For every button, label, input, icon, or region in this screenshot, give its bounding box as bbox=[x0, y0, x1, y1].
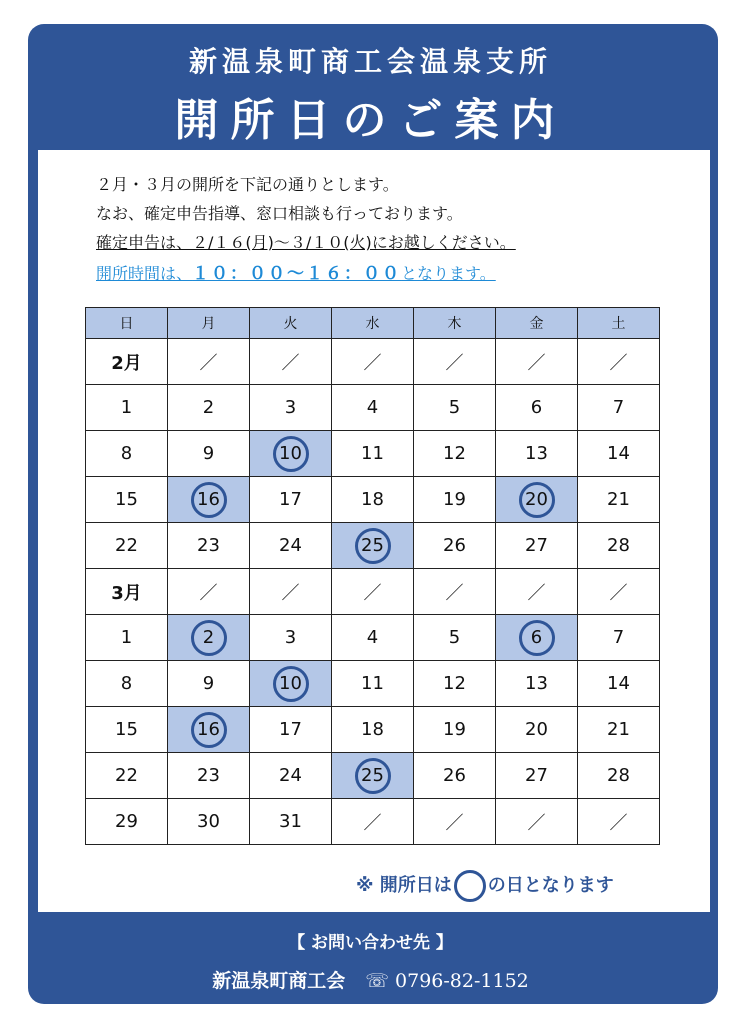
empty-day-cell: ／ bbox=[414, 339, 496, 385]
empty-day-cell: ／ bbox=[496, 799, 578, 845]
day-cell: 1 bbox=[86, 385, 168, 431]
day-cell: 22 bbox=[86, 753, 168, 799]
hours-suffix: となります。 bbox=[401, 264, 496, 283]
contact-phone: ☏ 0796-82-1152 bbox=[365, 970, 529, 992]
weekday-header: 水 bbox=[332, 308, 414, 339]
open-day-number: 20 bbox=[519, 482, 555, 518]
month-label: 3月 bbox=[86, 569, 168, 615]
day-cell: 13 bbox=[496, 661, 578, 707]
weekday-header: 日 bbox=[86, 308, 168, 339]
day-cell: 17 bbox=[250, 477, 332, 523]
weekday-header: 土 bbox=[578, 308, 660, 339]
day-cell: 23 bbox=[168, 523, 250, 569]
open-day-cell bbox=[250, 431, 332, 477]
day-cell: 27 bbox=[496, 753, 578, 799]
day-cell: 9 bbox=[168, 431, 250, 477]
day-cell: 2 bbox=[168, 385, 250, 431]
day-cell: 22 bbox=[86, 523, 168, 569]
empty-day-cell: ／ bbox=[496, 569, 578, 615]
open-day-number: 10 bbox=[273, 436, 309, 472]
empty-day-cell: ／ bbox=[496, 339, 578, 385]
week-row bbox=[86, 523, 660, 569]
week-row bbox=[86, 707, 660, 753]
week-row bbox=[86, 385, 660, 431]
empty-day-cell: ／ bbox=[578, 569, 660, 615]
week-row bbox=[86, 615, 660, 661]
notice-line-1: ２月・３月の開所を下記の通りとします。 bbox=[96, 175, 399, 194]
weekday-header: 木 bbox=[414, 308, 496, 339]
notice-line-2: なお、確定申告指導、窓口相談も行っております。 bbox=[96, 204, 463, 223]
calendar-table bbox=[85, 307, 660, 845]
day-cell: 30 bbox=[168, 799, 250, 845]
open-day-number: 6 bbox=[519, 620, 555, 656]
day-cell: 5 bbox=[414, 385, 496, 431]
day-cell: 27 bbox=[496, 523, 578, 569]
empty-day-cell: ／ bbox=[168, 569, 250, 615]
day-cell: 5 bbox=[414, 615, 496, 661]
day-cell: 28 bbox=[578, 523, 660, 569]
open-day-cell bbox=[496, 477, 578, 523]
empty-day-cell: ／ bbox=[250, 569, 332, 615]
day-cell: 14 bbox=[578, 431, 660, 477]
week-row bbox=[86, 661, 660, 707]
day-cell: 8 bbox=[86, 661, 168, 707]
day-cell: 15 bbox=[86, 707, 168, 753]
weekday-header: 火 bbox=[250, 308, 332, 339]
open-day-number: 2 bbox=[191, 620, 227, 656]
open-day-cell bbox=[168, 707, 250, 753]
day-cell: 18 bbox=[332, 477, 414, 523]
circle-icon bbox=[454, 870, 486, 902]
day-cell: 4 bbox=[332, 615, 414, 661]
day-cell: 21 bbox=[578, 477, 660, 523]
legend-prefix: ※ 開所日は bbox=[356, 875, 452, 896]
day-cell: 26 bbox=[414, 753, 496, 799]
weekday-header: 月 bbox=[168, 308, 250, 339]
weekday-header-row bbox=[86, 308, 660, 339]
day-cell: 7 bbox=[578, 385, 660, 431]
day-cell: 12 bbox=[414, 431, 496, 477]
open-day-cell bbox=[496, 615, 578, 661]
day-cell: 7 bbox=[578, 615, 660, 661]
open-day-cell bbox=[332, 523, 414, 569]
month-label-row bbox=[86, 339, 660, 385]
notice-line-3: 確定申告は、２/１６(月)～３/１０(火)にお越しください。 bbox=[96, 233, 516, 252]
day-cell: 6 bbox=[496, 385, 578, 431]
day-cell: 12 bbox=[414, 661, 496, 707]
day-cell: 26 bbox=[414, 523, 496, 569]
week-row bbox=[86, 799, 660, 845]
open-day-number: 16 bbox=[191, 712, 227, 748]
open-day-number: 16 bbox=[191, 482, 227, 518]
day-cell: 24 bbox=[250, 523, 332, 569]
empty-day-cell: ／ bbox=[332, 799, 414, 845]
open-day-cell bbox=[168, 615, 250, 661]
empty-day-cell: ／ bbox=[414, 799, 496, 845]
day-cell: 24 bbox=[250, 753, 332, 799]
day-cell: 3 bbox=[250, 385, 332, 431]
open-day-cell bbox=[332, 753, 414, 799]
contact-info bbox=[0, 966, 741, 993]
day-cell: 9 bbox=[168, 661, 250, 707]
open-day-cell bbox=[250, 661, 332, 707]
empty-day-cell: ／ bbox=[332, 339, 414, 385]
day-cell: 14 bbox=[578, 661, 660, 707]
contact-heading: 【 お問い合わせ先 】 bbox=[288, 933, 453, 953]
open-day-number: 10 bbox=[273, 666, 309, 702]
office-title: 新温泉町商工会温泉支所 bbox=[188, 45, 552, 78]
month-label: 2月 bbox=[86, 339, 168, 385]
day-cell: 31 bbox=[250, 799, 332, 845]
day-cell: 28 bbox=[578, 753, 660, 799]
empty-day-cell: ／ bbox=[578, 799, 660, 845]
empty-day-cell: ／ bbox=[578, 339, 660, 385]
day-cell: 19 bbox=[414, 477, 496, 523]
month-label-row bbox=[86, 569, 660, 615]
day-cell: 29 bbox=[86, 799, 168, 845]
day-cell: 19 bbox=[414, 707, 496, 753]
hours-value: １０：００～１６：００ bbox=[192, 264, 402, 284]
day-cell: 20 bbox=[496, 707, 578, 753]
day-cell: 21 bbox=[578, 707, 660, 753]
contact-name: 新温泉町商工会 bbox=[212, 970, 346, 992]
open-day-cell bbox=[168, 477, 250, 523]
day-cell: 17 bbox=[250, 707, 332, 753]
day-cell: 15 bbox=[86, 477, 168, 523]
empty-day-cell: ／ bbox=[250, 339, 332, 385]
hours-prefix: 開所時間は、 bbox=[96, 264, 193, 283]
empty-day-cell: ／ bbox=[332, 569, 414, 615]
day-cell: 1 bbox=[86, 615, 168, 661]
week-row bbox=[86, 477, 660, 523]
page-title: 開所日のご案内 bbox=[174, 95, 567, 146]
empty-day-cell: ／ bbox=[168, 339, 250, 385]
day-cell: 11 bbox=[332, 431, 414, 477]
weekday-header: 金 bbox=[496, 308, 578, 339]
day-cell: 18 bbox=[332, 707, 414, 753]
opening-hours bbox=[96, 259, 496, 284]
day-cell: 23 bbox=[168, 753, 250, 799]
legend bbox=[356, 870, 614, 902]
day-cell: 3 bbox=[250, 615, 332, 661]
legend-suffix: の日となります bbox=[487, 875, 614, 896]
open-day-number: 25 bbox=[355, 528, 391, 564]
day-cell: 8 bbox=[86, 431, 168, 477]
open-day-number: 25 bbox=[355, 758, 391, 794]
week-row bbox=[86, 431, 660, 477]
day-cell: 11 bbox=[332, 661, 414, 707]
week-row bbox=[86, 753, 660, 799]
day-cell: 13 bbox=[496, 431, 578, 477]
empty-day-cell: ／ bbox=[414, 569, 496, 615]
day-cell: 4 bbox=[332, 385, 414, 431]
